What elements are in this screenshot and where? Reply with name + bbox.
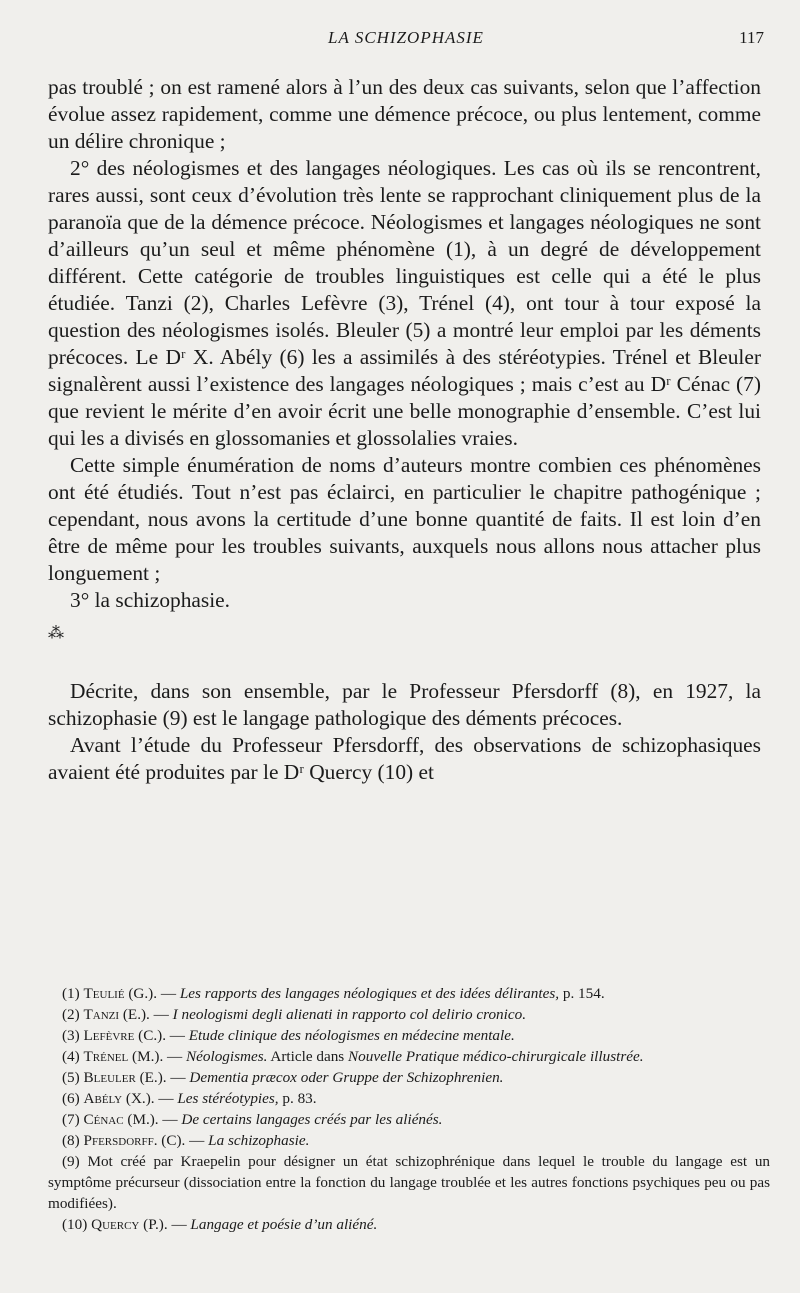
footnote-3: (3) Lefèvre (C.). — Etude clinique des néologismes en médecine mentale. [62, 1027, 515, 1044]
footnote-10: (10) Quercy (P.). — Langage et poésie d’un aliéné. [62, 1216, 378, 1233]
paragraph-neologisms: 2° des néologismes et des langages néologiques. Les cas où ils se rencontrent, rares aussi, sont ceux d’évolution très lente se rapprochant cliniquement plus de la paranoïa que de la démence précoce. Néologismes et langages néologiques ne sont d’ailleurs qu’un seul et même phénomène (1), à un degré de développement différent. Cette catégorie de troubles linguistiques est celle qui a été le plus étudiée. Tanzi (2), Charles Lefèvre (3), Trénel (4), ont tour à tour exposé la question des néologismes isolés. Bleuler (5) a montré leur emploi par les déments précoces. Le Dʳ X. Abély (6) les a assimilés à des stéréotypies. Trénel et Bleuler signalèrent aussi l’existence des langages néologiques ; mais c’est au Dʳ Cénac (7) que revient le mérite d’en avoir écrit une belle monographie d’ensemble. C’est lui qui les a divisés en glossomanies et glossolalies vraies. [48, 156, 761, 450]
running-head [48, 28, 764, 52]
paragraph-description: Décrite, dans son ensemble, par le Professeur Pfersdorff (8), en 1927, la schizophasie (9) est le langage pathologique des déments précoces. [48, 679, 761, 730]
main-text [48, 74, 761, 786]
footnote-8: (8) Pfersdorff. (C). — La schizophasie. [62, 1132, 310, 1149]
paragraph-before-study: Avant l’étude du Professeur Pfersdorff, des observations de schizophasiques avaient été produites par le Dʳ Quercy (10) et [48, 733, 761, 784]
footnote-1: (1) Teulié (G.). — Les rapports des langages néologiques et des idées délirantes, p. 154. [62, 985, 605, 1002]
footnote-7: (7) Cénac (M.). — De certains langages créés par les aliénés. [62, 1111, 443, 1128]
paragraph-continuation: pas troublé ; on est ramené alors à l’un des deux cas suivants, selon que l’affection évolue assez rapidement, comme une démence précoce, ou plus lentement, comme un délire chronique ; [48, 75, 761, 153]
footnote-4: (4) Trénel (M.). — Néologismes. Article dans Nouvelle Pratique médico-chirurgicale illustrée. [62, 1048, 644, 1065]
footnotes [48, 983, 770, 1235]
section-separator: ⁂ [48, 625, 66, 642]
footnote-5: (5) Bleuler (E.). — Dementia præcox oder Gruppe der Schizophrenien. [62, 1069, 504, 1086]
footnote-2: (2) Tanzi (E.). — I neologismi degli alienati in rapporto col delirio cronico. [62, 1006, 526, 1023]
page-number: 117 [739, 28, 764, 47]
running-title: LA SCHIZOPHASIE [328, 28, 484, 47]
paragraph-enumeration: Cette simple énumération de noms d’auteurs montre combien ces phénomènes ont été étudiés. Tout n’est pas éclairci, en particulier le chapitre pathogénique ; cependant, nous avons la certitude d’une bonne quantité de faits. Il est loin d’en être de même pour les troubles suivants, auxquels nous allons nous attacher plus longuement ; [48, 453, 761, 585]
footnote-9: (9) Mot créé par Kraepelin pour désigner un état schizophrénique dans lequel le trouble du langage est un symptôme précurseur (dissociation entre la fonction du langage troublée et les autres fonctions psychiques peu ou pas modifiées). [48, 1153, 771, 1212]
paragraph-schizophasia-item: 3° la schizophasie. [70, 588, 231, 612]
footnote-6: (6) Abély (X.). — Les stéréotypies, p. 83. [62, 1090, 317, 1107]
